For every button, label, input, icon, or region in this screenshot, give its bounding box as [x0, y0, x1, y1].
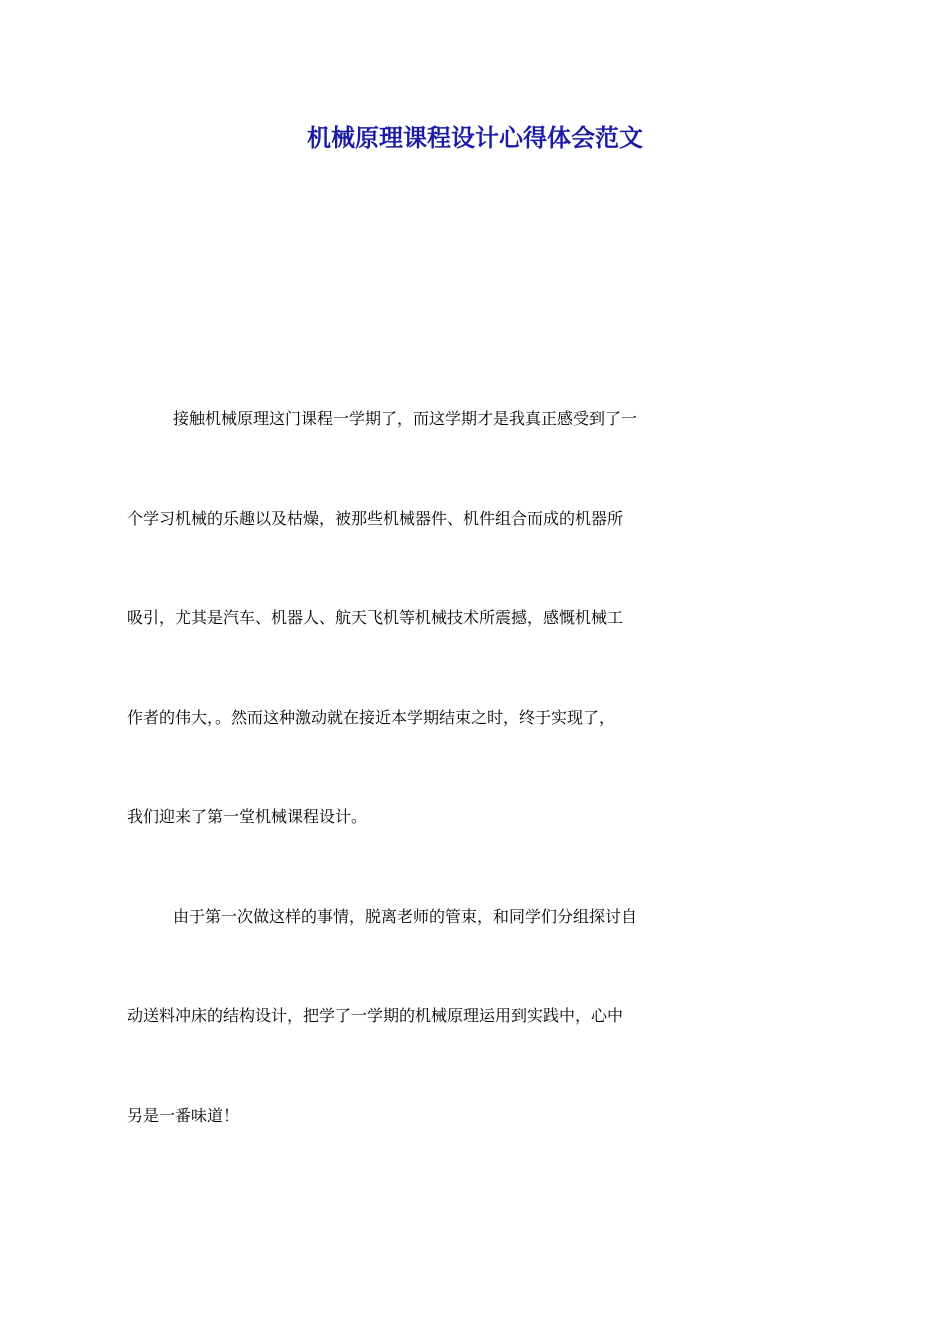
document-body	[127, 392, 823, 1188]
paragraph-line: 我们迎来了第一堂机械课程设计。	[127, 809, 368, 826]
paragraph-line: 另是一番味道！	[127, 1107, 240, 1125]
document-title: 机械原理课程设计心得体会范文	[307, 124, 643, 152]
paragraph-2	[127, 890, 823, 1189]
paragraph-line: 动送料冲床的结构设计，把学了一学期的机械原理运用到实践中，心中	[127, 1008, 624, 1025]
paragraph-line: 个学习机械的乐趣以及枯燥，被那些机械器件、机件组合而成的机器所	[127, 510, 624, 528]
paragraph-line: 吸引，尤其是汽车、机器人、航天飞机等机械技术所震撼，感慨机械工	[127, 610, 624, 627]
paragraph-line: 作者的伟大，。然而这种激动就在接近本学期结束之时，终于实现了，	[127, 709, 616, 727]
paragraph-line: 接触机械原理这门课程一学期了，而这学期才是我真正感受到了一	[173, 411, 638, 428]
paragraph-line: 由于第一次做这样的事情，脱离老师的管束，和同学们分组探讨自	[173, 908, 638, 926]
paragraph-1	[127, 392, 823, 890]
